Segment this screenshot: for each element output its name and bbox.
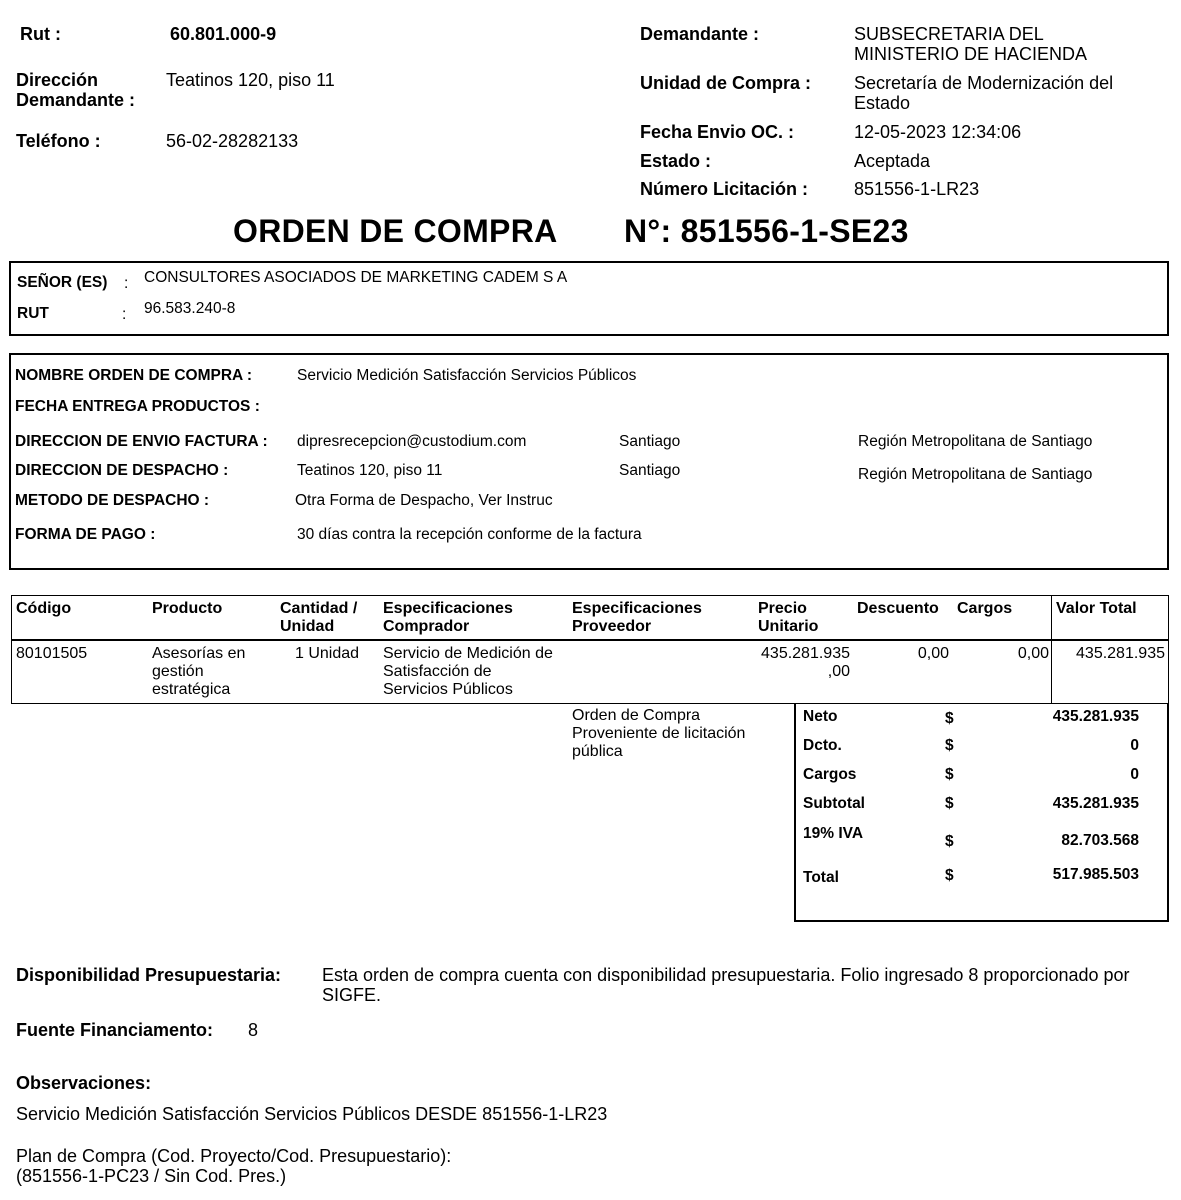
items-header-divider xyxy=(11,639,1169,641)
estado-value: Aceptada xyxy=(854,151,931,171)
total-value: 517.985.503 xyxy=(1052,866,1139,883)
direccion-label: Dirección Demandante : xyxy=(16,70,136,110)
iva-currency: $ xyxy=(945,833,954,850)
dcto-currency: $ xyxy=(945,737,954,754)
rut-label: Rut : xyxy=(20,24,61,44)
pago-value: 30 días contra la recepción conforme de la factura xyxy=(297,526,642,543)
col-esp-proveedor: Especificaciones Proveedor xyxy=(572,600,702,635)
document-title: ORDEN DE COMPRA xyxy=(233,213,558,249)
subtotal-value: 435.281.935 xyxy=(1052,795,1139,812)
disponibilidad-value: Esta orden de compra cuenta con disponibilidad presupuestaria. Folio ingresado 8 proporcionado por SIGFE. xyxy=(322,965,1130,1005)
envio-factura-city: Santiago xyxy=(619,433,681,450)
supplier-box xyxy=(9,261,1169,336)
despacho-region: Región Metropolitana de Santiago xyxy=(858,466,1093,483)
neto-value: 435.281.935 xyxy=(1052,708,1139,725)
demandante-value: SUBSECRETARIA DEL MINISTERIO DE HACIENDA xyxy=(854,24,1088,64)
demandante-label: Demandante : xyxy=(640,24,760,44)
unidad-value: Secretaría de Modernización del Estado xyxy=(854,73,1114,113)
totals-box xyxy=(794,703,1169,922)
fecha-entrega-label: FECHA ENTREGA PRODUCTOS : xyxy=(15,398,260,415)
despacho-label: DIRECCION DE DESPACHO : xyxy=(15,462,229,479)
observaciones-plan: Plan de Compra (Cod. Proyecto/Cod. Presupuestario): (851556-1-PC23 / Sin Cod. Pres.) xyxy=(16,1146,452,1186)
envio-factura-label: DIRECCION DE ENVIO FACTURA : xyxy=(15,433,268,450)
subtotal-currency: $ xyxy=(945,795,954,812)
senor-colon: : xyxy=(124,275,129,292)
row-codigo: 80101505 xyxy=(16,645,88,662)
col-producto: Producto xyxy=(152,600,223,617)
dcto-label: Dcto. xyxy=(803,737,842,754)
licitacion-value: 851556-1-LR23 xyxy=(854,179,980,199)
iva-label: 19% IVA xyxy=(803,825,864,842)
despacho-value: Teatinos 120, piso 11 xyxy=(297,462,443,479)
origin-note: Orden de Compra Proveniente de licitación pública xyxy=(572,707,746,760)
disponibilidad-label: Disponibilidad Presupuestaria: xyxy=(16,965,282,985)
row-valor: 435.281.935 xyxy=(1076,645,1165,662)
col-valor: Valor Total xyxy=(1056,600,1137,617)
col-descuento: Descuento xyxy=(857,600,939,617)
fecha-envio-value: 12-05-2023 12:34:06 xyxy=(854,122,1022,142)
telefono-value: 56-02-28282133 xyxy=(166,131,299,151)
licitacion-label: Número Licitación : xyxy=(640,179,809,199)
row-cantidad: 1 Unidad xyxy=(295,645,360,662)
total-currency: $ xyxy=(945,867,954,884)
valor-column-divider xyxy=(1051,595,1052,704)
rut-value: 60.801.000-9 xyxy=(170,24,277,44)
neto-label: Neto xyxy=(803,708,838,725)
envio-factura-region: Región Metropolitana de Santiago xyxy=(858,433,1093,450)
despacho-city: Santiago xyxy=(619,462,681,479)
row-descuento: 0,00 xyxy=(917,645,949,662)
envio-factura-value: dipresrecepcion@custodium.com xyxy=(297,433,527,450)
observaciones-label: Observaciones: xyxy=(16,1073,152,1093)
cargos-label: Cargos xyxy=(803,766,857,783)
metodo-label: METODO DE DESPACHO : xyxy=(15,492,210,509)
metodo-value: Otra Forma de Despacho, Ver Instruc xyxy=(295,492,553,509)
neto-currency: $ xyxy=(945,710,954,727)
col-codigo: Código xyxy=(16,600,72,617)
telefono-label: Teléfono : xyxy=(16,131,101,151)
total-label: Total xyxy=(803,869,839,886)
order-info-box xyxy=(9,353,1169,570)
col-cantidad: Cantidad / Unidad xyxy=(280,600,358,635)
row-cargos: 0,00 xyxy=(1017,645,1049,662)
unidad-label: Unidad de Compra : xyxy=(640,73,812,93)
subtotal-label: Subtotal xyxy=(803,795,865,812)
senor-value: CONSULTORES ASOCIADOS DE MARKETING CADEM S A xyxy=(144,269,568,286)
col-esp-comprador: Especificaciones Comprador xyxy=(383,600,513,635)
nombre-oc-label: NOMBRE ORDEN DE COMPRA : xyxy=(15,367,253,384)
row-producto: Asesorías en gestión estratégica xyxy=(152,645,246,698)
supplier-rut-value: 96.583.240-8 xyxy=(144,300,236,317)
fuente-value: 8 xyxy=(248,1020,259,1040)
iva-value: 82.703.568 xyxy=(1061,832,1139,849)
pago-label: FORMA DE PAGO : xyxy=(15,526,156,543)
order-number: N°: 851556-1-SE23 xyxy=(624,213,909,249)
rut-colon: : xyxy=(122,306,127,323)
fuente-label: Fuente Financiamento: xyxy=(16,1020,214,1040)
row-precio: 435.281.935 ,00 xyxy=(761,645,850,680)
observaciones-line-1: Servicio Medición Satisfacción Servicios Públicos DESDE 851556-1-LR23 xyxy=(16,1104,608,1124)
cargos-value: 0 xyxy=(1130,766,1139,783)
fecha-envio-label: Fecha Envio OC. : xyxy=(640,122,795,142)
col-cargos: Cargos xyxy=(957,600,1013,617)
col-precio: Precio Unitario xyxy=(758,600,819,635)
estado-label: Estado : xyxy=(640,151,712,171)
cargos-currency: $ xyxy=(945,766,954,783)
row-esp-comprador: Servicio de Medición de Satisfacción de Servicios Públicos xyxy=(383,645,553,698)
supplier-rut-label: RUT xyxy=(17,305,49,322)
direccion-value: Teatinos 120, piso 11 xyxy=(166,70,335,90)
senor-label: SEÑOR (ES) xyxy=(17,274,108,291)
nombre-oc-value: Servicio Medición Satisfacción Servicios Públicos xyxy=(297,367,637,384)
dcto-value: 0 xyxy=(1130,737,1139,754)
